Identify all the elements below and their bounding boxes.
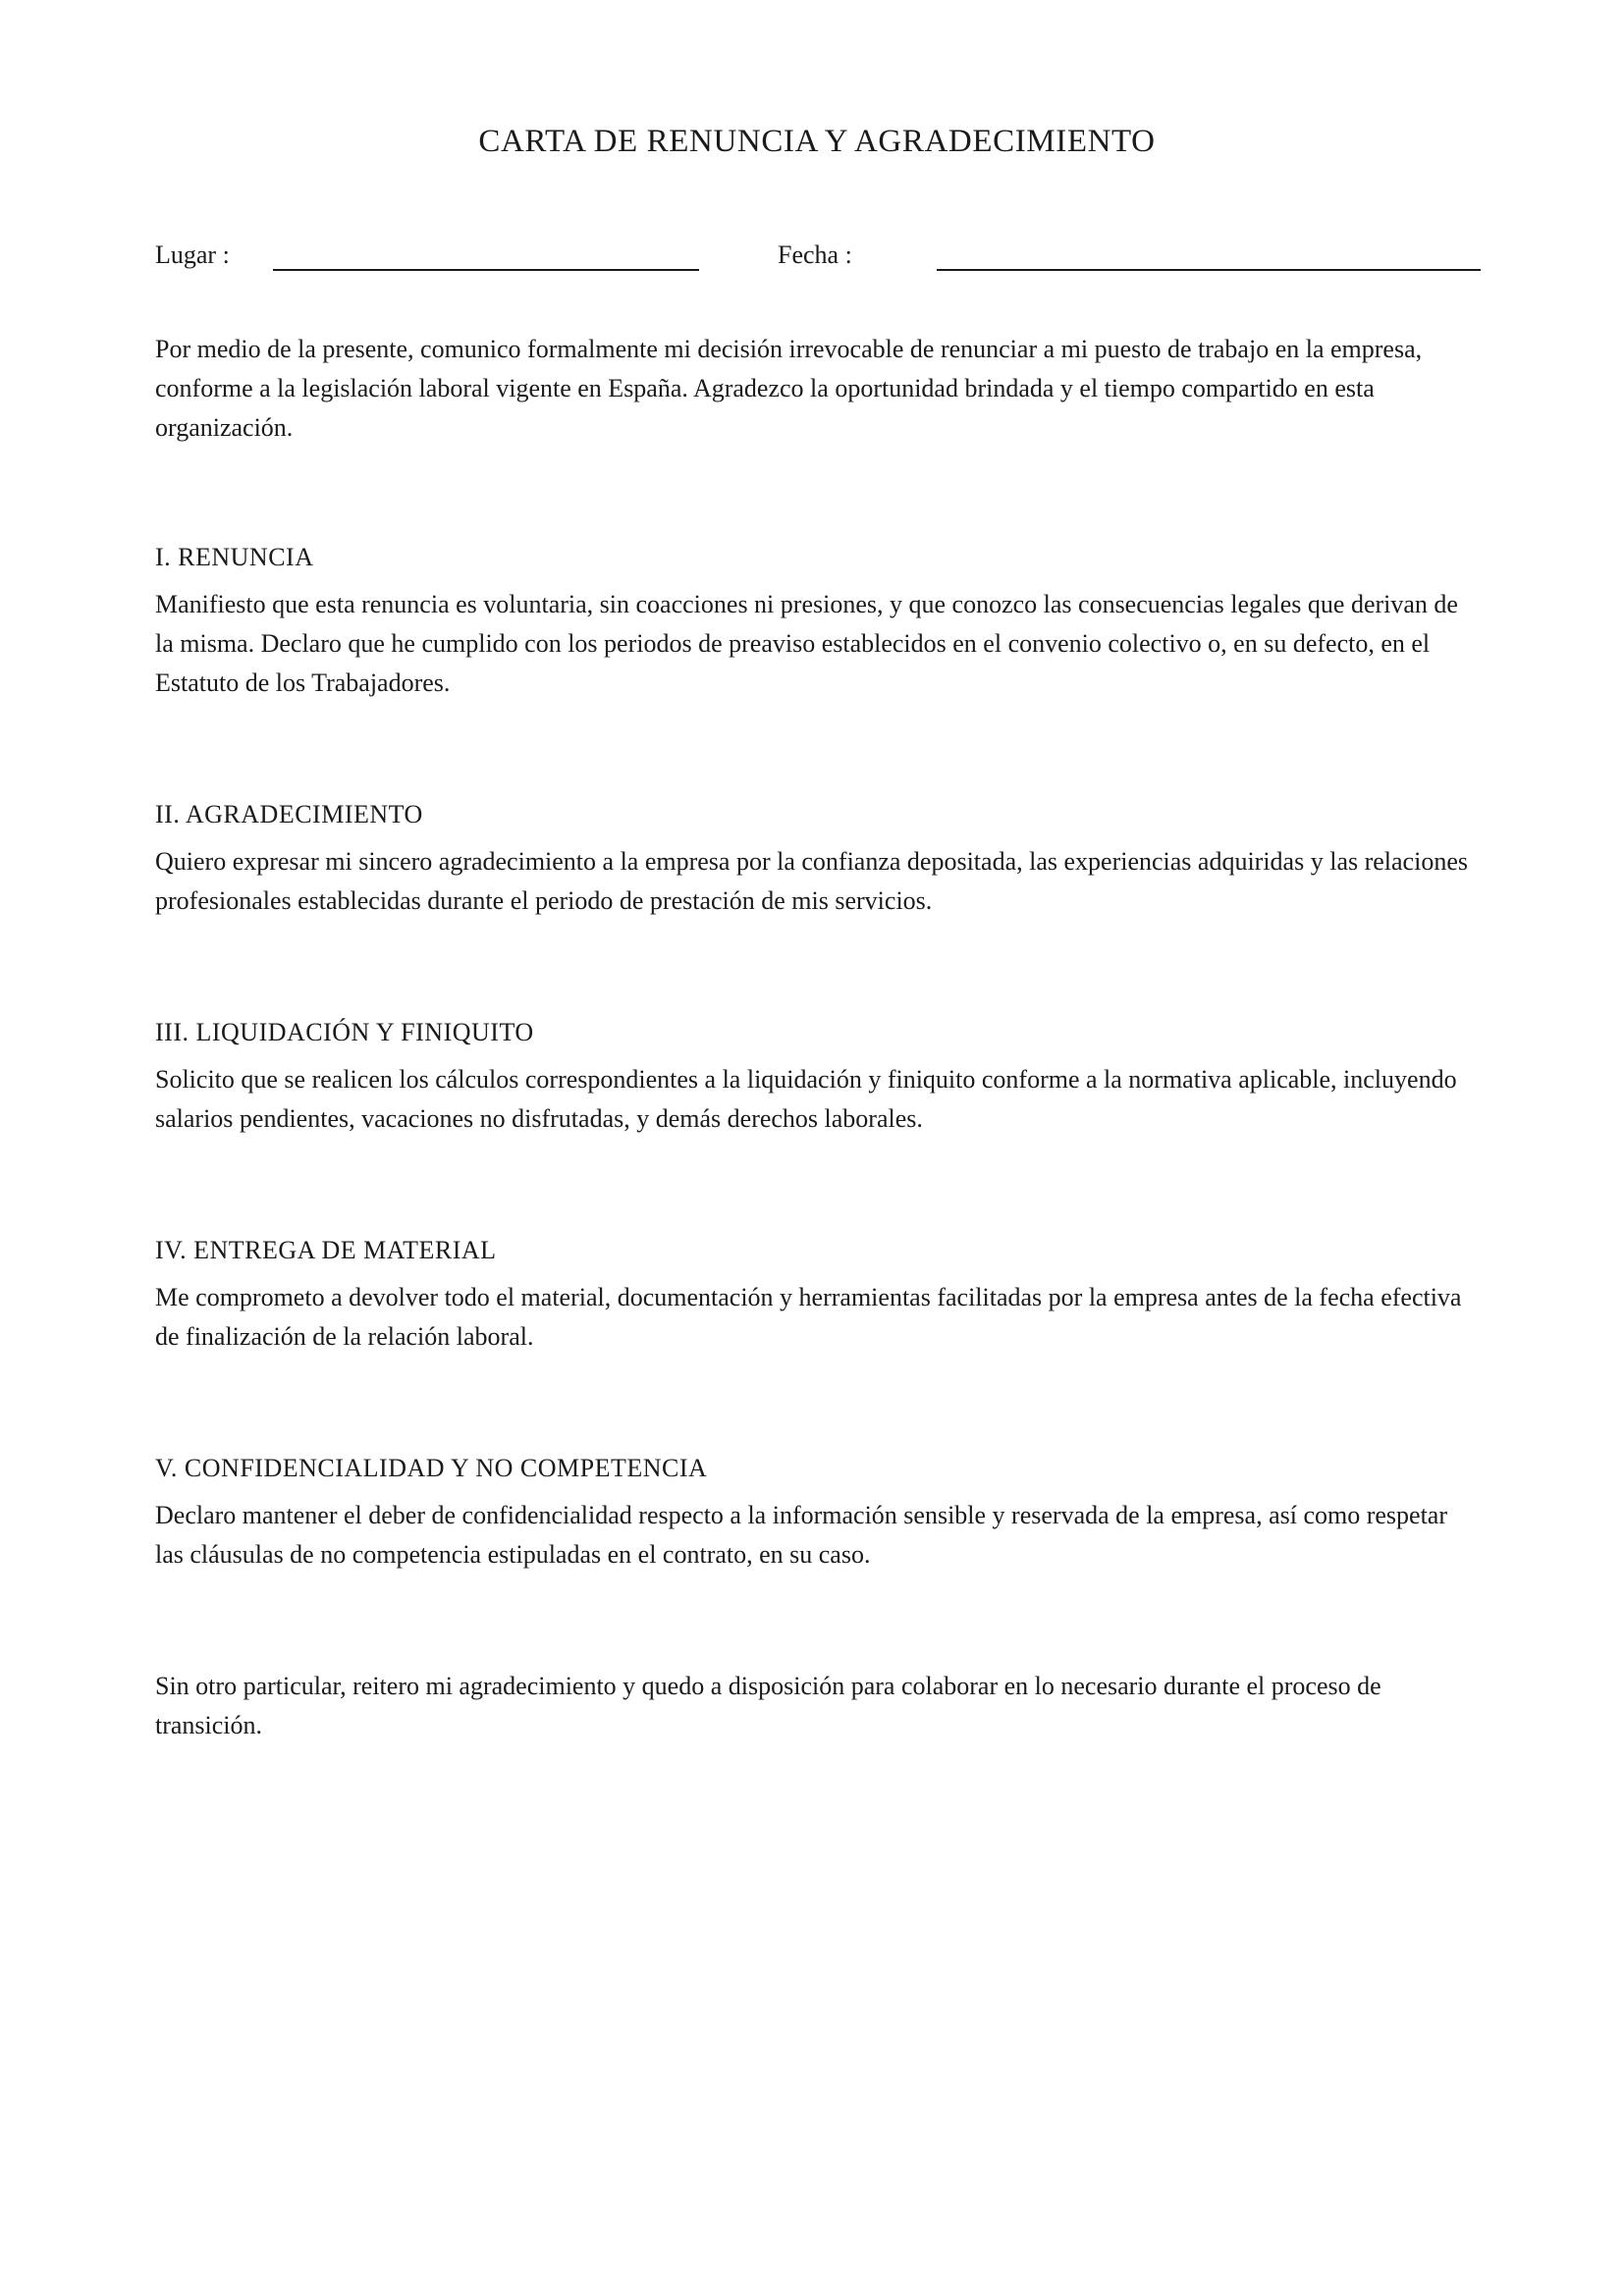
document-title: CARTA DE RENUNCIA Y AGRADECIMIENTO <box>478 124 1156 159</box>
lugar-field[interactable] <box>273 269 699 271</box>
fecha-field[interactable] <box>937 269 1481 271</box>
intro-paragraph: Por medio de la presente, comunico formalmente mi decisión irrevocable de renunciar a mi puesto de trabajo en la empresa, conforme a la legislación laboral vigente en España. Agradezco la oportunidad brindada y el tiempo compartido en esta organización. <box>155 335 1423 442</box>
section-body-renuncia: Manifiesto que esta renuncia es voluntaria, sin coacciones ni presiones, y que conozco las consecuencias legales que derivan de la misma. Declaro que he cumplido con los periodos de preaviso establecidos en el convenio colectivo o, en su defecto, en el Estatuto de los Trabajadores. <box>155 590 1458 697</box>
closing-paragraph: Sin otro particular, reitero mi agradecimiento y quedo a disposición para colaborar en lo necesario durante el proceso de transición. <box>155 1672 1381 1739</box>
lugar-label: Lugar : <box>155 240 230 269</box>
section-body-confidencialidad: Declaro mantener el deber de confidencialidad respecto a la información sensible y reservada de la empresa, así como respetar las cláusulas de no competencia estipuladas en el contrato, en su caso. <box>155 1501 1447 1569</box>
section-body-entrega-material: Me comprometo a devolver todo el material, documentación y herramientas facilitadas por la empresa antes de la fecha efectiva de finalización de la relación laboral. <box>155 1283 1462 1351</box>
section-body-agradecimiento: Quiero expresar mi sincero agradecimiento a la empresa por la confianza depositada, las experiencias adquiridas y las relaciones profesionales establecidas durante el periodo de prestación de mis servicios. <box>155 847 1468 915</box>
section-heading-liquidacion: III. LIQUIDACIÓN Y FINIQUITO <box>155 1018 534 1046</box>
fecha-label: Fecha : <box>778 240 852 269</box>
section-body-liquidacion: Solicito que se realicen los cálculos correspondientes a la liquidación y finiquito conforme a la normativa aplicable, incluyendo salarios pendientes, vacaciones no disfrutadas, y demás derechos laborales. <box>155 1065 1457 1133</box>
section-heading-confidencialidad: V. CONFIDENCIALIDAD Y NO COMPETENCIA <box>155 1454 708 1482</box>
section-heading-entrega-material: IV. ENTREGA DE MATERIAL <box>155 1236 497 1264</box>
place-date-row <box>155 236 1479 275</box>
section-heading-renuncia: I. RENUNCIA <box>155 543 314 571</box>
section-heading-agradecimiento: II. AGRADECIMIENTO <box>155 800 423 828</box>
